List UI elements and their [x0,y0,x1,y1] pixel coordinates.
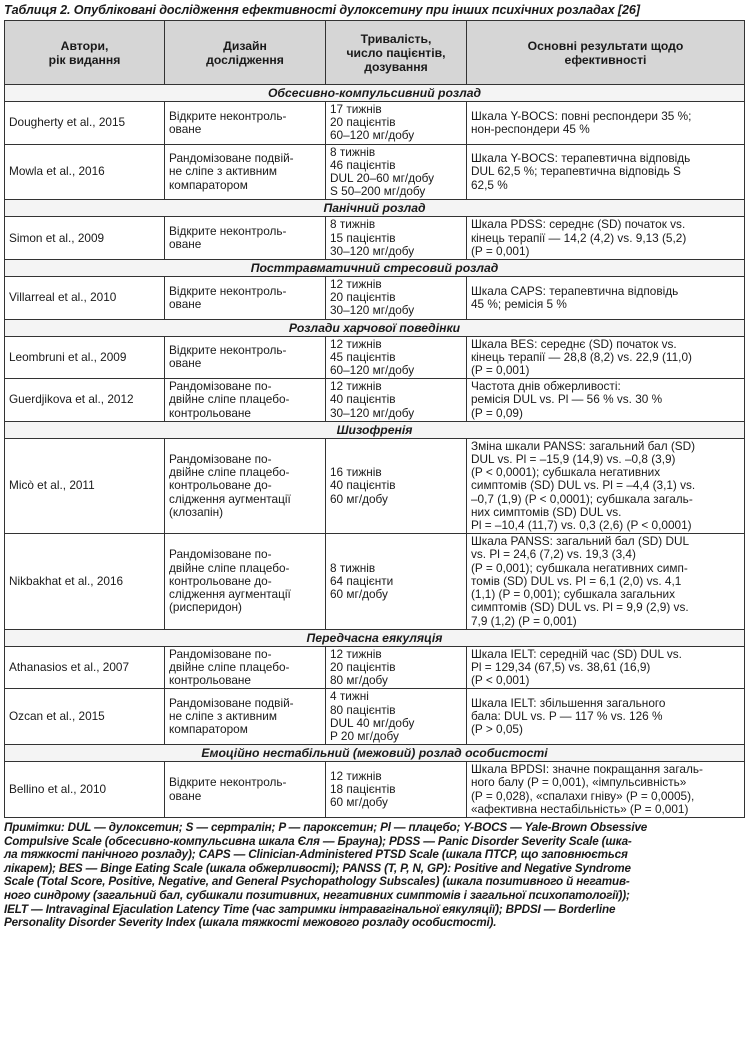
section-row [5,200,745,217]
design-line: Відкрите неконтроль- [169,343,287,358]
table-notes [4,821,746,930]
duration-line: 64 пацієнти [330,573,394,588]
design-line: Відкрите неконтроль- [169,775,287,790]
design-cell [165,379,326,422]
results-cell [467,534,745,629]
duration-cell [326,379,467,422]
section-title: Передчасна еякуляція [5,629,745,646]
author-cell: Villarreal et al., 2010 [5,277,165,320]
table-row [5,762,745,818]
table-row [5,144,745,200]
author-cell: Simon et al., 2009 [5,217,165,260]
results-line: томів (SD) DUL vs. Pl = 6,1 (2,0) vs. 4,1 [471,573,682,588]
column-header-line: рік видання [48,52,121,67]
results-line: Шкала BPDSI: значне покращання загаль- [471,762,703,777]
document-page [4,0,748,930]
duration-line: 20 пацієнтів [330,115,396,130]
duration-line: S 50–200 мг/добу [330,184,426,199]
results-line: Шкала Y-BOCS: терапевтична відповідь [471,151,691,166]
duration-line: 15 пацієнтів [330,230,396,245]
author-cell: Leombruni et al., 2009 [5,336,165,379]
results-line: (P < 0,0001); субшкала негативних [471,465,661,480]
design-cell [165,762,326,818]
section-title: Посттравматичний стресовий розлад [5,260,745,277]
results-line: Частота днів обжерливості: [471,379,621,394]
duration-line: 80 мг/добу [330,673,388,688]
results-line: (P > 0,05) [471,722,523,737]
duration-line: 60 мг/добу [330,491,388,506]
column-header [165,21,326,85]
author-cell: Dougherty et al., 2015 [5,102,165,145]
results-cell [467,379,745,422]
duration-line: 8 тижнів [330,217,376,232]
table-caption: Таблиця 2. Опубліковані дослідження ефективності дулоксетину при інших психічних розладах [26] [4,3,640,17]
duration-line: DUL 20–60 мг/добу [330,171,435,186]
duration-cell [326,689,467,745]
results-line: (P = 0,09) [471,405,523,420]
note-line: Compulsive Scale (обсесивно-компульсивна шкала Єля — Брауна); PDSS — Panic Disorder Severity Scale (шка- [4,834,632,848]
duration-line: 60–120 мг/добу [330,128,415,143]
design-line: контрольоване [169,673,251,688]
studies-table [4,20,745,818]
duration-line: 8 тижнів [330,560,376,575]
design-cell [165,144,326,200]
design-line: Рандомізоване подвій- [169,695,294,710]
results-line: 7,9 (1,2) (P = 0,001) [471,613,577,628]
duration-line: 12 тижнів [330,379,382,394]
design-line: (клозапін) [169,504,224,519]
duration-line: 20 пацієнтів [330,290,396,305]
design-cell [165,217,326,260]
note-line: ного синдрому (загальний бал, субшкали позитивних, негативних симптомів і загальної психопатології)); [4,888,630,902]
design-line: слідження аугментації [169,491,291,506]
duration-line: 40 пацієнтів [330,478,396,493]
results-cell [467,762,745,818]
author-cell: Bellino et al., 2010 [5,762,165,818]
design-line: не сліпе з активним [169,709,277,724]
duration-line: 46 пацієнтів [330,157,396,172]
duration-line: 16 тижнів [330,465,382,480]
section-row [5,421,745,438]
author-cell: Mowla et al., 2016 [5,144,165,200]
results-line: Шкала PDSS: середнє (SD) початок vs. [471,217,686,232]
duration-line: 12 тижнів [330,646,382,661]
results-cell [467,217,745,260]
results-line: Шкала CAPS: терапевтична відповідь [471,283,679,298]
results-line: ного балу (P = 0,001), «імпульсивність» [471,775,687,790]
results-line: (P < 0,001) [471,673,530,688]
section-title: Панічний розлад [5,200,745,217]
duration-line: P 20 мг/добу [330,728,399,743]
column-header-line: дозування [364,59,428,74]
design-line: Рандомізоване по- [169,452,272,467]
design-line: компаратором [169,177,248,192]
duration-cell [326,762,467,818]
duration-cell [326,144,467,200]
duration-line: 30–120 мг/добу [330,243,415,258]
note-line: ла тяжкості панічного розладу); CAPS — Clinician-Administered PTSD Scale (шкала ПТСР, що заповнюється [4,848,628,862]
table-row [5,277,745,320]
results-line: Pl = 129,34 (67,5) vs. 38,61 (16,9) [471,659,651,674]
design-line: оване [169,121,202,136]
duration-cell [326,534,467,629]
design-line: оване [169,237,202,252]
column-header-line: Основні результати щодо [527,38,684,53]
column-header [467,21,745,85]
results-cell [467,646,745,689]
column-header-line: число пацієнтів, [346,45,446,60]
design-line: Відкрите неконтроль- [169,224,287,239]
section-title: Розлади харчової поведінки [5,319,745,336]
results-line: Шкала PANSS: загальний бал (SD) DUL [471,534,690,549]
results-line: Шкала IELT: збільшення загального [471,695,666,710]
design-cell [165,102,326,145]
column-header-line: дослідження [206,52,284,67]
results-line: Шкала IELT: середній час (SD) DUL vs. [471,646,682,661]
design-line: Рандомізоване по- [169,646,272,661]
duration-cell [326,438,467,533]
duration-line: 60–120 мг/добу [330,363,415,378]
author-cell: Guerdjikova et al., 2012 [5,379,165,422]
design-cell [165,277,326,320]
duration-line: 45 пацієнтів [330,349,396,364]
duration-line: 40 пацієнтів [330,392,396,407]
design-line: слідження аугментації [169,587,291,602]
note-line: лікарем); BES — Binge Eating Scale (шкала обжерливості); PANSS (T, P, N, GP): Positive and Negative Syndrome [4,861,631,875]
design-line: Рандомізоване подвій- [169,151,294,166]
design-line: контрольоване [169,405,251,420]
results-line: них симптомів (SD) DUL vs. [471,504,622,519]
duration-cell [326,336,467,379]
duration-line: 30–120 мг/добу [330,303,415,318]
design-line: не сліпе з активним [169,164,277,179]
results-line: (P = 0,001); субшкала негативних симп- [471,560,688,575]
results-cell [467,336,745,379]
design-line: компаратором [169,722,248,737]
design-line: Відкрите неконтроль- [169,108,287,123]
table-row [5,646,745,689]
results-line: DUL vs. Pl = –15,9 (14,9) vs. –0,8 (3,9) [471,452,676,467]
note-line: Scale (Total Score, Positive, Negative, and General Psychopathology Subscales) (шкала позитивного й негатив- [4,875,630,889]
results-line: –0,7 (1,9) (P < 0,0001); субшкала загаль- [471,491,693,506]
results-line: «афективна нестабільність» (P = 0,001) [471,801,689,816]
design-line: Рандомізоване по- [169,547,272,562]
duration-line: 8 тижнів [330,144,376,159]
results-line: Шкала Y-BOCS: повні респондери 35 %; [471,108,692,123]
column-header-line: Автори, [60,38,109,53]
results-line: Шкала BES: середнє (SD) початок vs. [471,336,677,351]
duration-line: 4 тижні [330,689,369,704]
author-cell: Nikbakhat et al., 2016 [5,534,165,629]
results-line: нон-респондери 45 % [471,121,590,136]
note-line: Personality Disorder Severity Index (шкала тяжкості межового розладу особистості). [4,916,497,930]
section-row [5,745,745,762]
duration-line: 60 мг/добу [330,587,388,602]
results-line: ремісія DUL vs. Pl — 56 % vs. 30 % [471,392,663,407]
column-header [326,21,467,85]
section-title: Емоційно нестабільний (межовий) розлад особистості [5,745,745,762]
design-line: оване [169,788,202,803]
section-title: Шизофренія [5,421,745,438]
table-row [5,689,745,745]
table-row [5,217,745,260]
results-line: бала: DUL vs. P — 117 % vs. 126 % [471,709,663,724]
results-line: симптомів (SD) DUL vs. Pl = 9,9 (2,9) vs. [471,600,689,615]
table-row [5,438,745,533]
table-body [5,85,745,818]
note-line: Примітки: DUL — дулоксетин; S — сертралін; P — пароксетин; Pl — плацебо; Y-BOCS — Yale-Brown Obsessive [4,820,648,834]
column-header-line: Тривалість, [360,31,432,46]
design-line: двійне сліпе плацебо- [169,392,290,407]
duration-line: DUL 40 мг/добу [330,715,415,730]
duration-cell [326,217,467,260]
results-line: кінець терапії — 28,8 (8,2) vs. 22,9 (11,0) [471,349,692,364]
results-line: DUL 62,5 %; терапевтична відповідь S [471,164,681,179]
results-line: vs. Pl = 24,6 (7,2) vs. 19,3 (3,4) [471,547,636,562]
design-line: контрольоване до- [169,573,272,588]
design-line: двійне сліпе плацебо- [169,560,290,575]
table-header-row [5,21,745,85]
design-line: контрольоване до- [169,478,272,493]
design-cell [165,646,326,689]
table-row [5,534,745,629]
duration-line: 60 мг/добу [330,795,388,810]
design-line: Відкрите неконтроль- [169,283,287,298]
results-line: (P = 0,001) [471,363,530,378]
results-cell [467,277,745,320]
design-cell [165,336,326,379]
duration-line: 18 пацієнтів [330,781,396,796]
results-line: (P = 0,028), «спалахи гніву» (P = 0,0005), [471,788,695,803]
design-cell [165,438,326,533]
author-cell: Athanasios et al., 2007 [5,646,165,689]
note-line: IELT — Intravaginal Ejaculation Latency Time (час затримки інтравагінальної еякуляції); BPDSI — Borderline [4,902,616,916]
results-cell [467,144,745,200]
results-line: (P = 0,001) [471,243,530,258]
table-row [5,336,745,379]
section-row [5,319,745,336]
section-row [5,260,745,277]
results-line: (1,1) (P = 0,001); субшкала загальних [471,587,676,602]
column-header-line: ефективності [564,52,647,67]
table-row [5,379,745,422]
duration-cell [326,277,467,320]
results-line: 45 %; ремісія 5 % [471,296,567,311]
results-line: 62,5 % [471,177,508,192]
author-cell: Ozcan et al., 2015 [5,689,165,745]
design-line: двійне сліпе плацебо- [169,465,290,480]
results-cell [467,438,745,533]
duration-cell [326,102,467,145]
table-row [5,102,745,145]
design-line: Рандомізоване по- [169,379,272,394]
results-cell [467,689,745,745]
results-line: симптомів (SD) DUL vs. Pl = –4,4 (3,1) vs. [471,478,696,493]
design-line: оване [169,296,202,311]
design-line: (рисперидон) [169,600,242,615]
design-cell [165,689,326,745]
section-row [5,629,745,646]
duration-line: 17 тижнів [330,102,382,116]
section-title: Обсесивно-компульсивний розлад [5,85,745,102]
duration-cell [326,646,467,689]
design-cell [165,534,326,629]
duration-line: 20 пацієнтів [330,659,396,674]
results-line: кінець терапії — 14,2 (4,2) vs. 9,13 (5,2) [471,230,687,245]
author-cell: Micò et al., 2011 [5,438,165,533]
results-line: Pl = –10,4 (11,7) vs. 0,3 (2,6) (P < 0,0001) [471,518,692,533]
results-cell [467,102,745,145]
design-line: двійне сліпе плацебо- [169,659,290,674]
section-row [5,85,745,102]
design-line: оване [169,356,202,371]
column-header-line: Дизайн [223,38,267,53]
duration-line: 80 пацієнтів [330,702,396,717]
duration-line: 12 тижнів [330,277,382,292]
duration-line: 30–120 мг/добу [330,405,415,420]
duration-line: 12 тижнів [330,768,382,783]
results-line: Зміна шкали PANSS: загальний бал (SD) [471,438,696,453]
column-header [5,21,165,85]
duration-line: 12 тижнів [330,336,382,351]
